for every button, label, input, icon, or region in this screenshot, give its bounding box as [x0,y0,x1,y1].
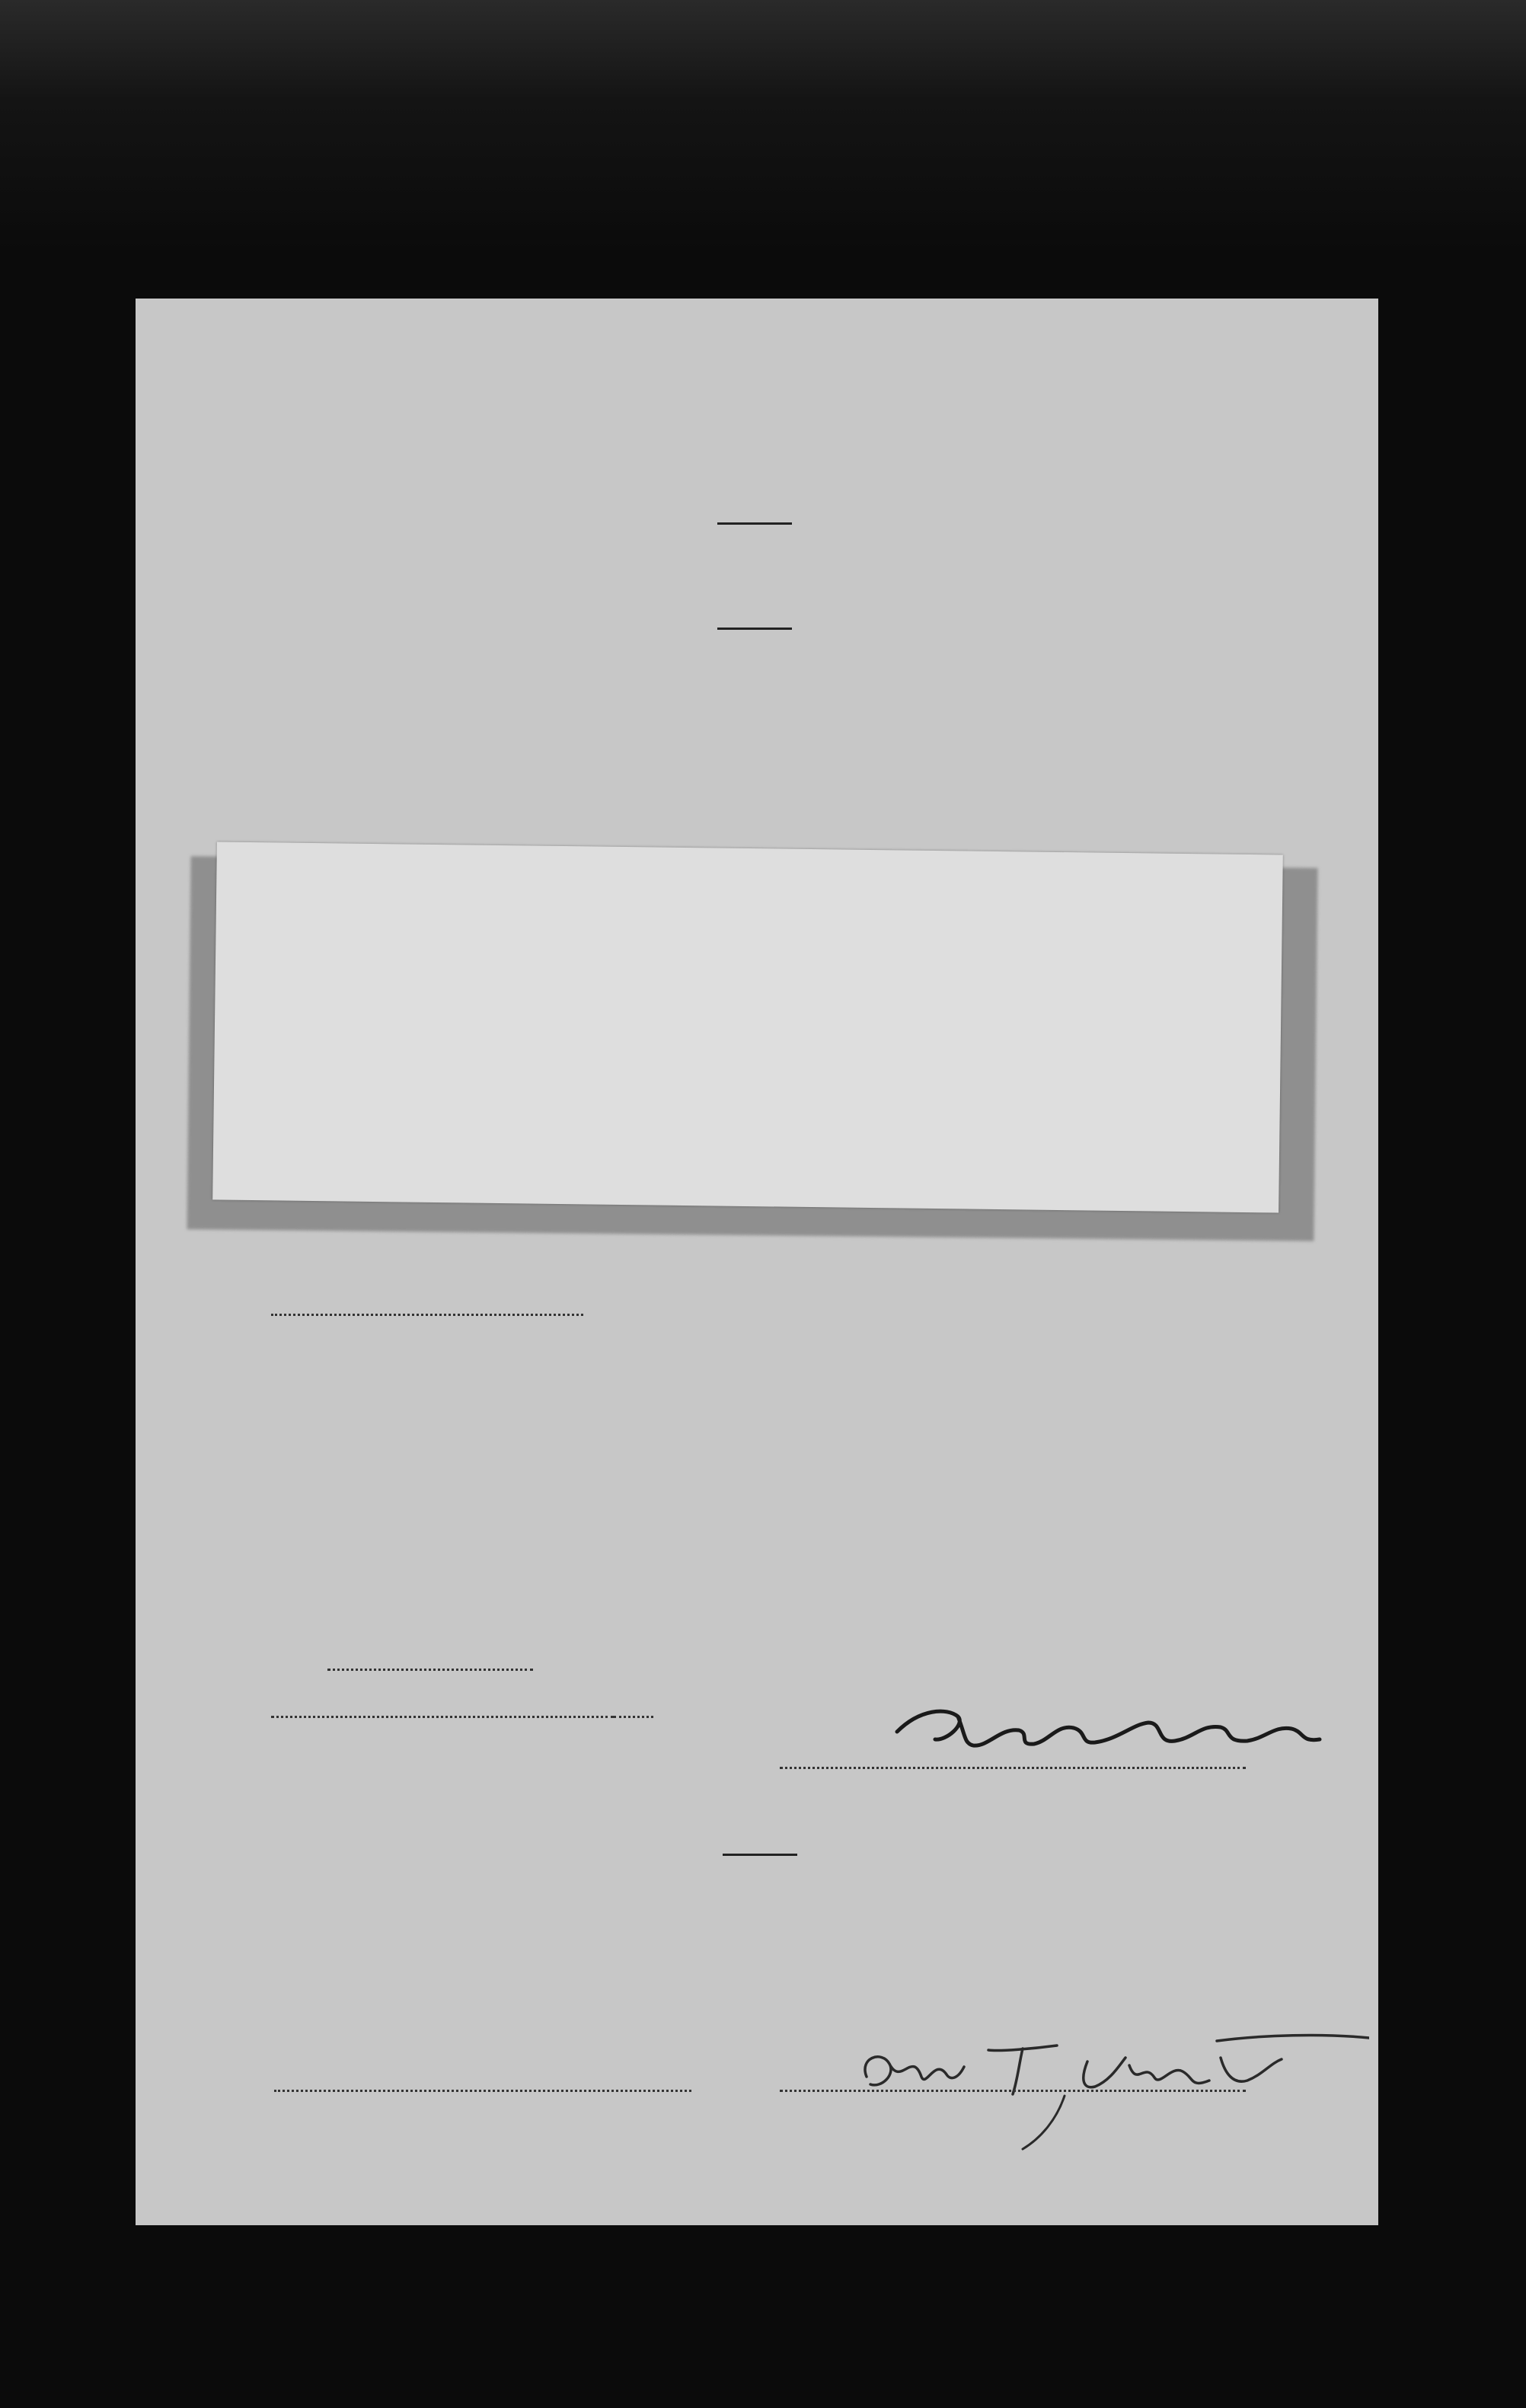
executed-line [327,1650,533,1677]
divider-rule [723,1854,797,1856]
clerk-signature-line [780,1767,1246,1769]
year-fill-line [614,1716,653,1718]
executed-month-fill-line [271,1716,614,1718]
divider-rule [717,628,792,630]
executed-day-fill-line [327,1669,533,1671]
clerk-signature [874,1694,1392,1762]
manifest-slip [212,842,1283,1212]
supervisor-fill-line [271,1314,583,1316]
certification-page [136,299,1378,2225]
body-text [271,1294,1246,1322]
manifest-slip-text [215,1008,1281,1020]
certification-body [271,1294,1246,1322]
camera-operator-signature [836,2004,1369,2157]
camera-operator-signature-line [780,2090,1246,2092]
divider-rule [717,522,792,525]
day-of-line [271,1697,653,1724]
date-signature-line [274,2090,691,2092]
film-edge [0,0,1526,251]
